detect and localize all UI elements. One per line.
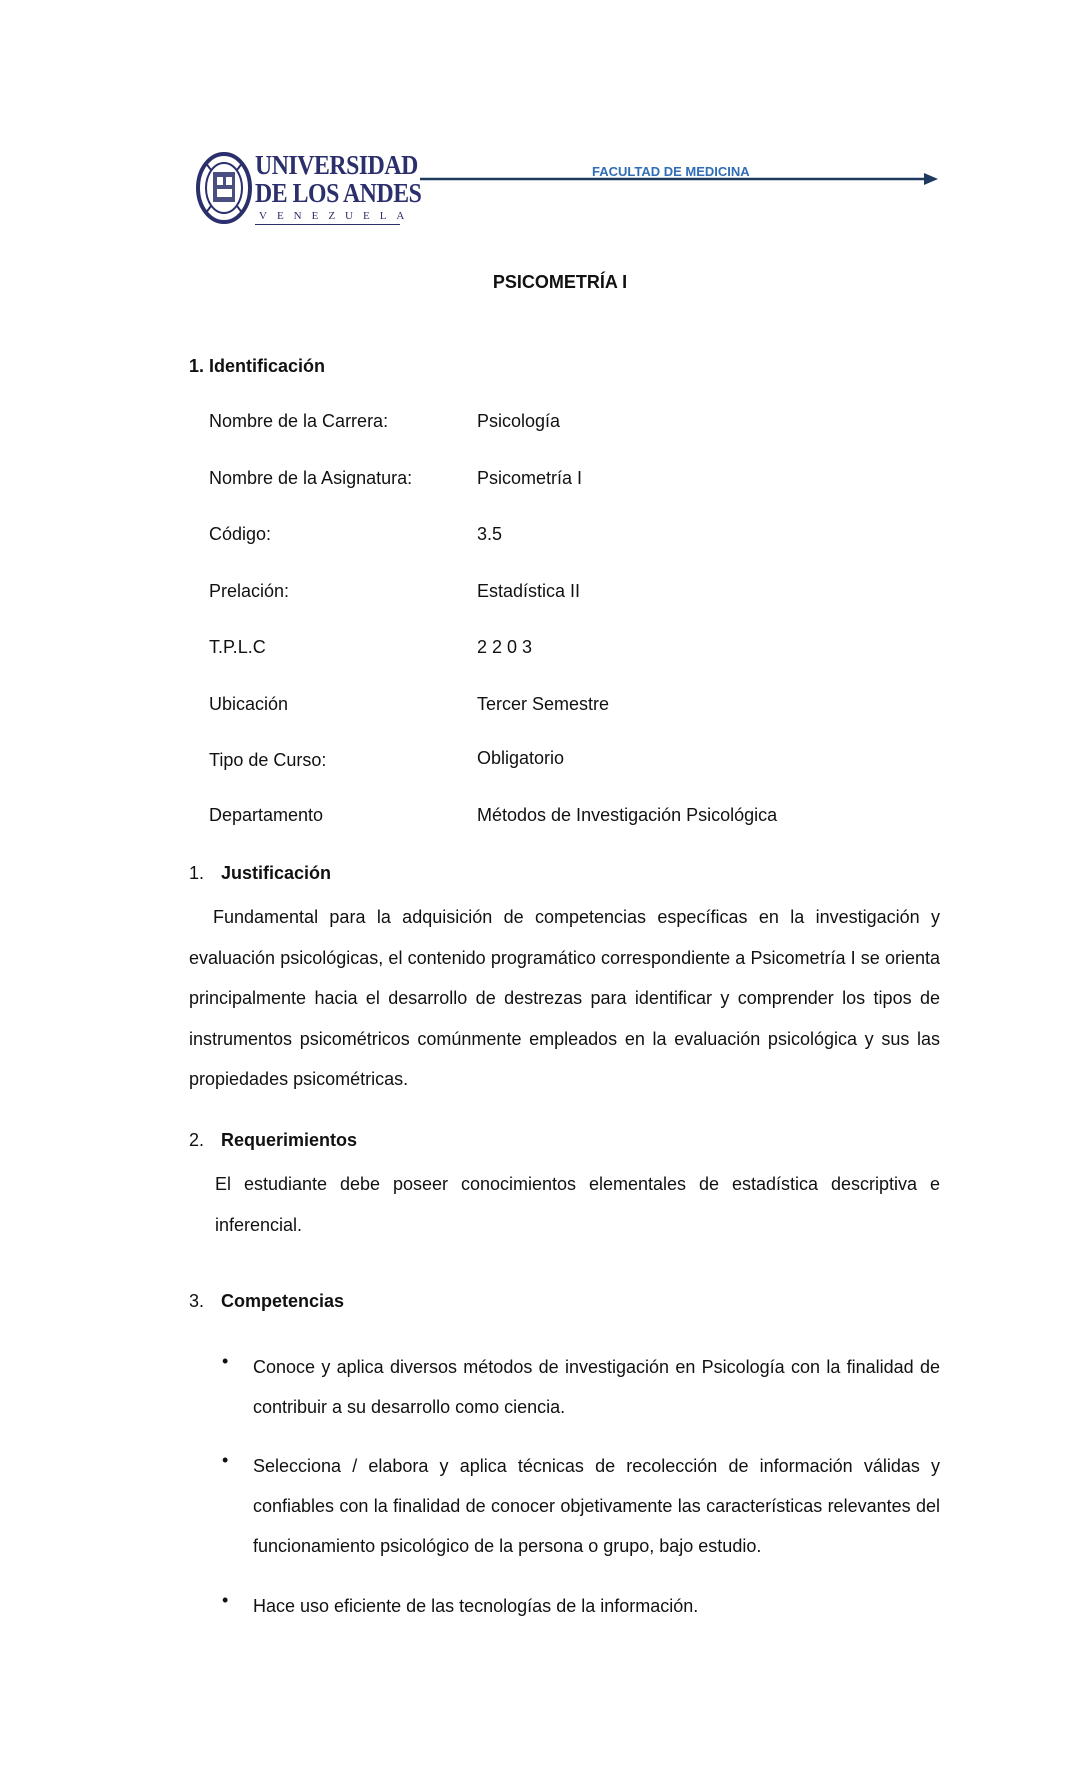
logo-text-line2: DE LOS ANDES <box>255 178 422 208</box>
section-heading-requerimientos <box>189 1130 357 1151</box>
section-heading-justificacion <box>189 863 331 884</box>
row-value: Métodos de Investigación Psicológica <box>477 805 778 825</box>
logo-underline <box>255 224 400 225</box>
row-value: 3.5 <box>477 524 503 544</box>
row-value: Psicometría I <box>477 468 583 488</box>
bullet-icon: • <box>222 1351 229 1371</box>
row-label: Ubicación <box>209 694 289 714</box>
row-label: Departamento <box>209 805 324 825</box>
section-number: 1. <box>189 863 205 883</box>
row-value: Psicología <box>477 411 561 431</box>
document-title: PSICOMETRÍA I <box>492 272 628 292</box>
university-seal-icon <box>195 150 253 226</box>
row-label: Tipo de Curso: <box>209 750 327 770</box>
header-arrow-line <box>420 172 940 186</box>
section-title: Competencias <box>221 1291 345 1311</box>
requerimientos-paragraph: El estudiante debe poseer conocimientos elementales de estadística descriptiva e inferencial. <box>215 1174 940 1235</box>
row-value: 2 2 0 3 <box>477 637 533 657</box>
section-heading-competencias <box>189 1291 344 1312</box>
section-title: Requerimientos <box>221 1130 358 1150</box>
justificacion-paragraph: Fundamental para la adquisición de competencias específicas en la investigación y evaluación psicológicas, el contenido programático correspondiente a Psicometría I se orienta principalmente hacia el desarrollo de destrezas para identificar y comprender los tipos de instrumentos psicométricos comúnmente empleados en la evaluación psicológica y sus las propiedades psicométricas. <box>189 907 940 1089</box>
section-heading-identificacion: 1. Identificación <box>189 356 326 376</box>
section-title: Justificación <box>221 863 332 883</box>
section-number: 3. <box>189 1291 205 1311</box>
faculty-name: FACULTAD DE MEDICINA <box>592 164 750 179</box>
university-logo <box>195 150 422 228</box>
row-label: Código: <box>209 524 272 544</box>
row-value: Obligatorio <box>477 748 565 768</box>
list-item: Hace uso eficiente de las tecnologías de la información. <box>253 1596 699 1616</box>
logo-text-line1: UNIVERSIDAD <box>255 150 418 180</box>
list-item: Conoce y aplica diversos métodos de investigación en Psicología con la finalidad de contribuir a su desarrollo como ciencia. <box>253 1357 940 1417</box>
bullet-icon: • <box>222 1450 229 1470</box>
row-label: Prelación: <box>209 581 290 601</box>
bullet-icon: • <box>222 1590 229 1610</box>
list-item: Selecciona / elabora y aplica técnicas de recolección de información válidas y confiables con la finalidad de conocer objetivamente las características relevantes del funcionamiento psicológico de la persona o grupo, bajo estudio. <box>253 1456 940 1556</box>
row-label: Nombre de la Carrera: <box>209 411 389 431</box>
row-value: Estadística II <box>477 581 581 601</box>
section-number: 2. <box>189 1130 205 1150</box>
row-value: Tercer Semestre <box>477 694 610 714</box>
row-label: Nombre de la Asignatura: <box>209 468 413 488</box>
row-label: T.P.L.C <box>209 637 266 657</box>
logo-text-line3: VENEZUELA <box>259 210 415 222</box>
